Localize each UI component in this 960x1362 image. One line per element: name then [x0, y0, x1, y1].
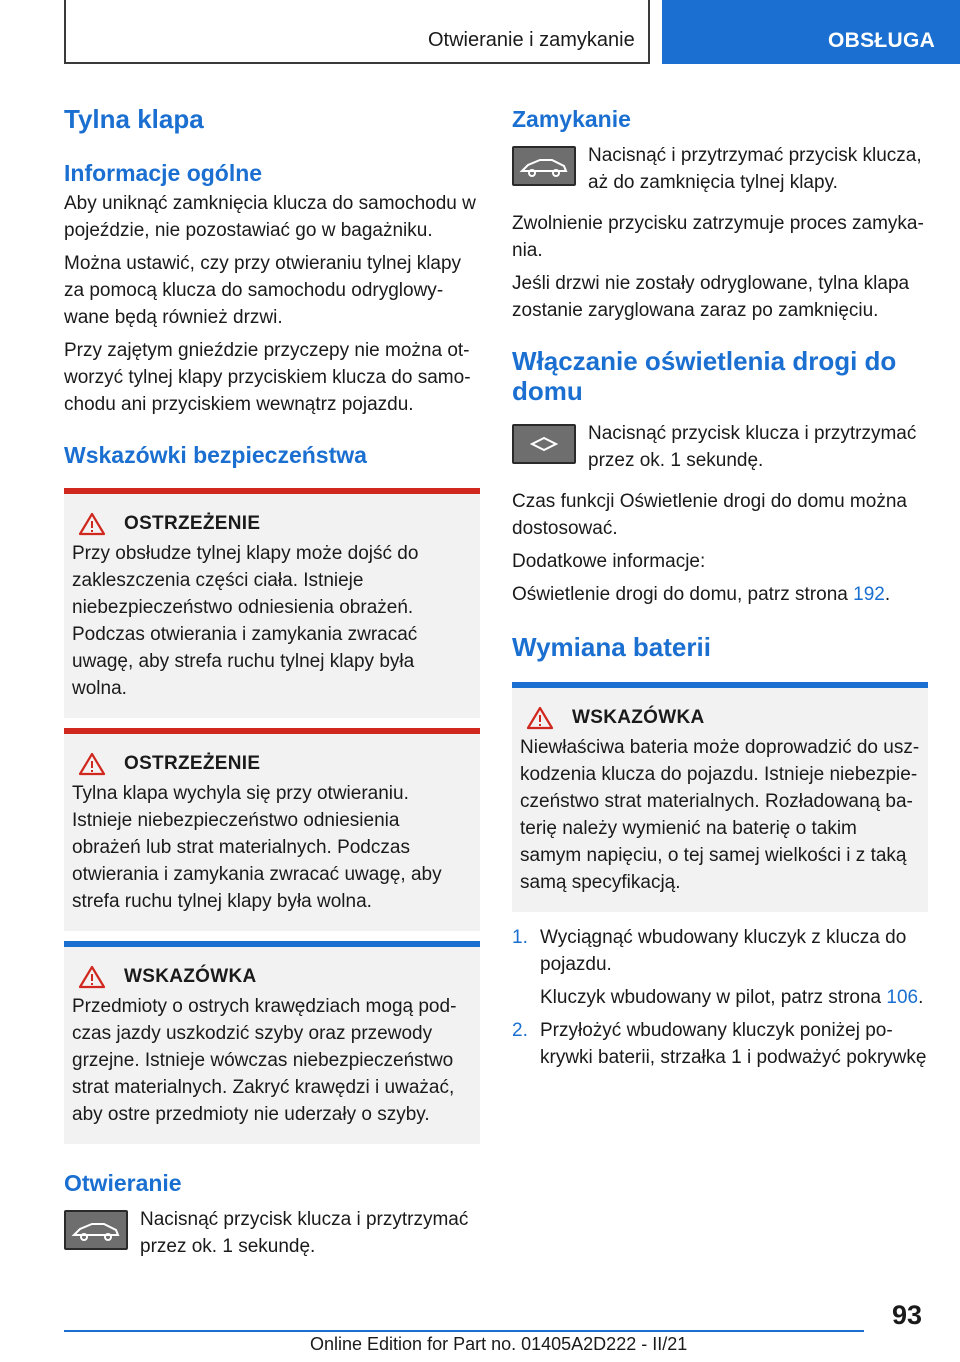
- light-paragraph-2: Dodatkowe informacje:: [512, 551, 706, 572]
- light-key-row: [512, 420, 928, 474]
- car-tailgate-icon: [518, 154, 570, 178]
- general-paragraph-2: Można ustawić, czy przy otwieraniu tylnej klapy za pomocą klucza do samochodu odryglowywane będą również drzwi.: [64, 253, 462, 328]
- notice-title: WSKAZÓWKA: [572, 707, 705, 728]
- warning-triangle-icon: [78, 512, 106, 536]
- notice-bar: [64, 941, 480, 947]
- step-subtext: [540, 984, 928, 1011]
- light-text: Nacisnąć przycisk klucza i przytrzymać przez ok. 1 sekundę.: [588, 423, 917, 471]
- chapter-tab-label: OBSŁUGA: [828, 29, 936, 52]
- step-number: 2.: [512, 1020, 528, 1041]
- list-item: [512, 1017, 928, 1071]
- step-sub-suffix: .: [918, 987, 924, 1008]
- notice-bar: [512, 682, 928, 688]
- page-link-192[interactable]: 192: [853, 584, 885, 605]
- light-button-icon: [512, 424, 576, 464]
- light-ref-text: Oświetlenie drogi do domu, patrz strona: [512, 584, 854, 605]
- warning-box-2: [64, 728, 480, 931]
- light-paragraph-1: Czas funkcji Oświetlenie drogi do domu można dostosować.: [512, 491, 907, 539]
- warning-title: OSTRZEŻENIE: [124, 513, 261, 534]
- warning-triangle-icon: [526, 706, 554, 730]
- footer-edition: Online Edition for Part no. 01405A2D222 - II/21: [310, 1334, 688, 1354]
- right-column: [512, 100, 928, 1071]
- step-text: Wyciągnąć wbudowany kluczyk z klucza do pojazdu.: [540, 927, 907, 975]
- close-heading: Zamykanie: [512, 106, 631, 132]
- warning-box-1: [64, 488, 480, 718]
- page-link-106[interactable]: 106: [886, 987, 919, 1008]
- notice-box-2: [512, 682, 928, 912]
- left-column: [64, 100, 480, 1260]
- diamond-icon: [524, 432, 564, 456]
- tailgate-button-icon: [64, 1210, 128, 1250]
- warning-bar: [64, 488, 480, 494]
- warning-bar: [64, 728, 480, 734]
- page-number: 93: [892, 1300, 923, 1330]
- notice-text: Niewłaściwa bateria może doprowadzić do uszkodzenia klucza do pojazdu. Istnieje niebezpieczeństwo strat materialnych. Rozładowaną baterię należy wymienić na baterię o takim samym napięciu, o tej samej wielkości i z taką samą specyfikacją.: [520, 737, 920, 893]
- notice-title: WSKAZÓWKA: [124, 966, 257, 987]
- general-paragraph-1: Aby uniknąć zamknięcia klucza do samochodu w pojeździe, nie pozostawiać go w bagażniku.: [64, 193, 476, 241]
- step-sub-ref: Kluczyk wbudowany w pilot, patrz strona: [540, 987, 887, 1008]
- tailgate-button-icon: [512, 146, 576, 186]
- open-heading: Otwieranie: [64, 1170, 182, 1196]
- step-number: 1.: [512, 927, 528, 948]
- open-key-row: [64, 1206, 480, 1260]
- general-paragraph-3: Przy zajętym gnieździe przyczepy nie można otworzyć tylnej klapy przyciskiem klucza do samochodu ani przyciskiem wewnątrz pojazdu.: [64, 340, 471, 415]
- close-text: Nacisnąć i przytrzymać przycisk klucza, aż do zamknięcia tylnej klapy.: [588, 145, 922, 193]
- step-text: Przyłożyć wbudowany kluczyk poniżej pokrywki baterii, strzałka 1 i podważyć pokrywkę: [540, 1020, 927, 1068]
- light-heading: Włączanie oświetlenia drogi do domu: [512, 346, 897, 406]
- open-text: Nacisnąć przycisk klucza i przytrzymać przez ok. 1 sekundę.: [140, 1209, 469, 1257]
- notice-box-1: [64, 941, 480, 1144]
- general-heading: Informacje ogólne: [64, 160, 263, 186]
- close-key-row: [512, 142, 928, 196]
- page-title: Tylna klapa: [64, 104, 204, 134]
- list-item: [512, 924, 928, 1011]
- notice-text: Przedmioty o ostrych krawędziach mogą podczas jazdy uszkodzić szyby oraz przewody grzejne. Istnieje wówczas niebezpieczeństwo strat materialnych. Zakryć krawędzi i uważać, aby ostre przedmioty nie uderzały o szyby.: [72, 996, 457, 1125]
- light-paragraph-3: [512, 581, 928, 608]
- close-paragraph-2: Jeśli drzwi nie zostały odryglowane, tylna klapa zostanie zaryglowana zaraz po zamknięciu.: [512, 273, 910, 321]
- battery-heading: Wymiana baterii: [512, 632, 711, 662]
- warning-triangle-icon: [78, 752, 106, 776]
- light-ref-suffix: .: [884, 584, 891, 605]
- warning-text: Tylna klapa wychyla się przy otwieraniu. Istnieje niebezpieczeństwo odniesienia obrażeń lub strat materialnych. Podczas otwierania i zamykania zwracać uwagę, aby strefa ruchu tylnej klapy była wolna.: [72, 783, 442, 912]
- close-paragraph-1: Zwolnienie przycisku zatrzymuje proces zamykania.: [512, 213, 924, 261]
- warning-title: OSTRZEŻENIE: [124, 753, 261, 774]
- section-title: Otwieranie i zamykanie: [428, 29, 635, 51]
- safety-heading: Wskazówki bezpieczeństwa: [64, 442, 367, 468]
- car-tailgate-icon: [70, 1218, 122, 1242]
- warning-triangle-icon: [78, 965, 106, 989]
- warning-text: Przy obsłudze tylnej klapy może dojść do zakleszczenia części ciała. Istnieje niebezpieczeństwo odniesienia obrażeń. Podczas otwierania i zamykania zwracać uwagę, aby strefa ruchu tylnej klapy była wolna.: [72, 543, 419, 699]
- footer-divider: [64, 1330, 864, 1332]
